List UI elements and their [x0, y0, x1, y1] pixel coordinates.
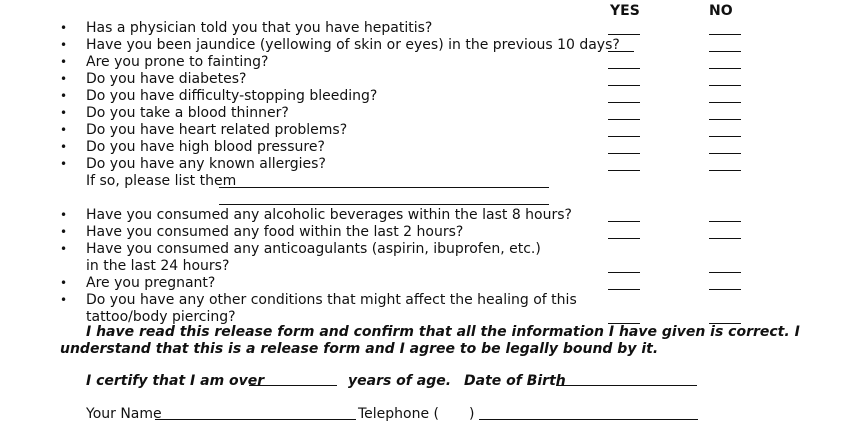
years-of-age-label: years of age.: [348, 373, 452, 389]
question-fainting: Are you prone to fainting?: [86, 54, 269, 70]
bullet: •: [60, 242, 68, 256]
question-anticoagulants: Have you consumed any anticoagulants (aspirin, ibuprofen, etc.): [86, 241, 541, 257]
bullet: •: [60, 157, 68, 171]
no-blank-jaundice[interactable]: [709, 51, 741, 52]
bullet: •: [60, 225, 68, 239]
yes-blank-bleeding[interactable]: [608, 102, 640, 103]
cutoff-header-remnant: [60, 0, 280, 4]
allergy-list-line-2[interactable]: [219, 204, 549, 205]
question-pregnant: Are you pregnant?: [86, 275, 216, 291]
bullet: •: [60, 38, 68, 52]
yes-blank-blood-pressure[interactable]: [608, 153, 640, 154]
question-blood-thinner: Do you take a blood thinner?: [86, 105, 289, 121]
yes-column-header: YES: [610, 3, 640, 19]
question-allergies: Do you have any known allergies?: [86, 156, 326, 172]
telephone-label: Telephone (: [358, 406, 440, 422]
question-heart: Do you have heart related problems?: [86, 122, 348, 138]
question-alcohol: Have you consumed any alcoholic beverages within the last 8 hours?: [86, 207, 572, 223]
yes-blank-jaundice[interactable]: [608, 51, 634, 52]
yes-blank-alcohol[interactable]: [608, 221, 640, 222]
question-hepatitis: Has a physician told you that you have hepatitis?: [86, 20, 433, 36]
telephone-field[interactable]: [479, 419, 698, 420]
no-blank-hepatitis[interactable]: [709, 34, 741, 35]
question-anticoagulants-continued: in the last 24 hours?: [86, 258, 230, 274]
bullet: •: [60, 55, 68, 69]
no-column-header: NO: [709, 3, 733, 19]
bullet: •: [60, 89, 68, 103]
no-blank-blood-pressure[interactable]: [709, 153, 741, 154]
bullet: •: [60, 123, 68, 137]
your-name-field[interactable]: [155, 419, 356, 420]
your-name-label: Your Name: [86, 406, 162, 422]
bullet: •: [60, 276, 68, 290]
no-blank-pregnant[interactable]: [709, 289, 741, 290]
yes-blank-allergies[interactable]: [608, 170, 640, 171]
no-blank-bleeding[interactable]: [709, 102, 741, 103]
yes-blank-fainting[interactable]: [608, 68, 640, 69]
certify-label: I certify that I am over: [86, 373, 265, 389]
bullet: •: [60, 106, 68, 120]
bullet: •: [60, 140, 68, 154]
no-blank-diabetes[interactable]: [709, 85, 741, 86]
release-statement-line-1: I have read this release form and confirm that all the information I have given is correct. I: [86, 324, 800, 340]
question-bleeding: Do you have difficulty-stopping bleeding?: [86, 88, 378, 104]
no-blank-heart[interactable]: [709, 136, 741, 137]
yes-blank-hepatitis[interactable]: [608, 34, 640, 35]
age-field[interactable]: [249, 385, 337, 386]
no-blank-anticoagulants[interactable]: [709, 272, 741, 273]
question-food: Have you consumed any food within the last 2 hours?: [86, 224, 464, 240]
no-blank-blood-thinner[interactable]: [709, 119, 741, 120]
telephone-paren-close: ): [469, 406, 475, 422]
bullet: •: [60, 208, 68, 222]
no-blank-alcohol[interactable]: [709, 221, 741, 222]
no-blank-fainting[interactable]: [709, 68, 741, 69]
bullet: •: [60, 21, 68, 35]
question-other-conditions-continued: tattoo/body piercing?: [86, 309, 236, 325]
release-statement-line-2: understand that this is a release form and I agree to be legally bound by it.: [60, 341, 659, 357]
no-blank-food[interactable]: [709, 238, 741, 239]
allergy-list-line-1[interactable]: [219, 187, 549, 188]
allergy-list-label: If so, please list them: [86, 173, 237, 189]
yes-blank-pregnant[interactable]: [608, 289, 640, 290]
yes-blank-heart[interactable]: [608, 136, 640, 137]
no-blank-allergies[interactable]: [709, 170, 741, 171]
question-diabetes: Do you have diabetes?: [86, 71, 247, 87]
yes-blank-anticoagulants[interactable]: [608, 272, 640, 273]
question-other-conditions: Do you have any other conditions that might affect the healing of this: [86, 292, 577, 308]
yes-blank-diabetes[interactable]: [608, 85, 640, 86]
yes-blank-blood-thinner[interactable]: [608, 119, 640, 120]
question-jaundice: Have you been jaundice (yellowing of skin or eyes) in the previous 10 days?: [86, 37, 620, 53]
date-of-birth-field[interactable]: [556, 385, 697, 386]
date-of-birth-label: Date of Birth: [464, 373, 566, 389]
bullet: •: [60, 293, 68, 307]
yes-blank-food[interactable]: [608, 238, 640, 239]
question-blood-pressure: Do you have high blood pressure?: [86, 139, 325, 155]
bullet: •: [60, 72, 68, 86]
